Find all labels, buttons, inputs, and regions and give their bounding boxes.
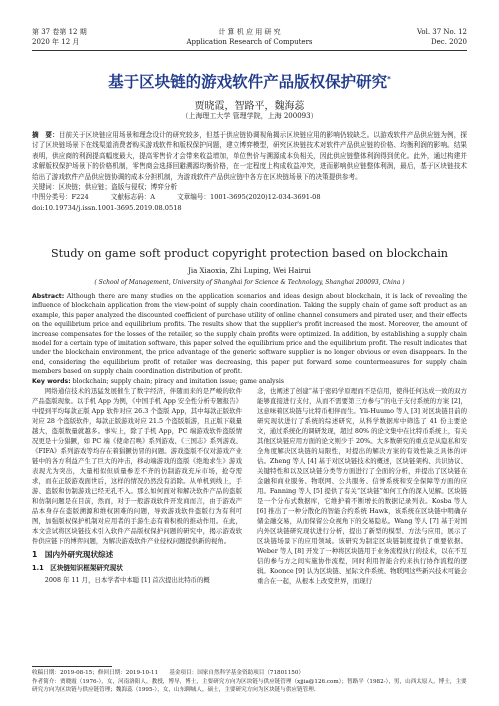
- article-id: 文章编号：1001-3695(2020)12-034-3691-08: [177, 193, 321, 202]
- abstract-zh-label: 摘 要：: [32, 131, 59, 139]
- classification-row: [32, 192, 467, 202]
- title-zh-text: 基于区块链的游戏软件产品版权保护研究: [108, 73, 388, 91]
- abstract-en: [32, 292, 467, 386]
- section-heading-1: 1 国内外研究现状综述: [32, 550, 114, 559]
- header-rule: [32, 50, 467, 51]
- body-columns: [32, 386, 467, 654]
- body-column-left: [32, 386, 242, 585]
- header-journal: 计 算 机 应 用 研 究 Application Research of Computers: [186, 28, 313, 46]
- doi: doi:10.19734/j.issn.1001-3695.2019.08.0518: [32, 203, 182, 212]
- section-heading-1-1: 1.1 区块链知识框架研究现状: [32, 564, 123, 572]
- authors-en: Jia Xiaoxia, Zhi Luping, Wei Hairui: [188, 267, 311, 275]
- intro-paragraph: 网络通信技术的迅猛发展催生了数字经济，伴随而来的是严峻的软件产品盗版现象。以手机 App 为例，《中国手机 App 安全性分析专题报告》中提到平均每款正版 App 软件对应 26.3 个盗版 App，其中每款正版软件对应 28 个盗版软件，每款正版游戏对应 21.5 个盗版版游，且正版下载量越大，盗版数量就越多。事实上，除了手机 App，PC 端游戏软件盗版情况更是十分猖獗，如 PC 端《使命召唤》系列游戏、《三国志》系列游戏、《FIFA》系列游戏等均存在着猖獗仿冒的问题。游戏盗版不仅对游戏产业链中的各方利益产生了巨大的冲击，移动端游戏的盗版《绝地求生》游戏表现尤为突出，大量相似但质量参差不齐的仿制游戏充斥市场，抢夺需求，而在正版游戏面世后，这样的情况仍然没有消除。从单机到线上，手游、盗版和仿制游戏已经无孔不入。那么如何面对和解决软件产品的盗版和仿制问题是在目前，然而，对于一般游戏软件开发商而言，由于游戏产品本身存在盗版溯源和维权困难的问题，导致游戏软件盗版行为有利可图，加强版权保护机制对应用者的手游生态有着积极的推动作用。在此，本文尝试将区块链技术引入软件产品版权保护问题的研究中，揭示游戏软件供应链下的博弈问题，为解决游戏软件产业侵权问题提供新的视角。: [32, 387, 242, 545]
- document-code: 文献标志码：A: [110, 193, 156, 202]
- footnote-author-bio: 作者简介：贾晓霞（1976-），女，河南洛阳人，教授，博导，博士，主要研究方向为区块链与供应链管理（xjjia@126.com）；智路平（1982-），男，山西太原人，博士，主要研究方向为区块链与供应链管理；魏海蕊（1995-），女，山东聊城人，硕士，主要研究方向为区块链与供应链管理.: [32, 678, 467, 694]
- abstract-zh-text: 目前关于区块链应用场景和理念设计的研究较多，但基于供应链协调视角揭示区块链应用的影响仍较缺乏。以游戏软件产品供应链为例，探讨了区块链场景下在线渠道消费者购买游戏软件和版权保护问题，建立博弈模型，研究区块链技术对软件产品供应链的价格、均衡利润的影响。结果表明，供应商的利润提高幅度最大，提高零售价才会带来收益增加，单位售价与溯源成本负相关，因此供应链整体利润得到优化。此外，通过构建并求解版权保护场景下的价格机制，零售商会选择回避溯源均衡价格，在一定程度上构成收益冲突，进而影响供应链整体利润，最后，基于区块链技术给出了游戏软件产品供应链协调的成本分担机制，为游戏软件产品供应链中各方在区块链场景下的决策提供参考。: [32, 131, 468, 181]
- body-column-right: [257, 386, 467, 586]
- paper-title-zh: [32, 70, 467, 92]
- footnote-rule: [32, 666, 112, 667]
- clc-number: 中图分类号：F224: [32, 193, 89, 202]
- authors-zh: 贾晓霞，智路平，魏海蕊: [194, 101, 305, 112]
- affiliation-en: ( School of Management, University of Shanghai for Science & Technology, Shanghai 200093, China ): [94, 279, 405, 286]
- footnote-received: 收稿日期：2019-08-15；修回日期：2019-10-11 基金项目：国家自然科学基金资助项目（71801150）: [32, 670, 304, 676]
- paper-title-en: Study on game soft product copyright protection based on blockchain: [51, 247, 448, 260]
- abstract-en-label: Abstract:: [32, 293, 65, 300]
- header-volume: Vol. 37 No. 12 Dec. 2020: [416, 28, 467, 46]
- footnote: [32, 669, 467, 695]
- abstract-en-text: Although there are many studies on the application scenarios and ideas design about blockchain, it is lack of revealing the influence of blockchain application from the view-point of supply chain coordination. Taking the supply chain of game soft product as an example, this paper analyzed the discounted coefficient of purchase utility of online channel consumers and pirated user, and their effects on the equilibrium price and equilibrium profits. The results show that the supplier's profit increased the most. Moreover, the amount of increase compensates for the losses of the retailer, so the supply chain profits were optimized. In addition, by establishing a supply chain model for a certain type of imitation software, this paper solved the equilibrium price and the equilibrium profit. The result indicates that under the blockchain environment, the price advantage of the generic software supplier is no longer obvious or even disappears. In the end, considering the equilibrium profit of retailer was decreasing, this paper put forward some countermeasures for supply chain members based on supply chain coordination distribution of profit.: [32, 293, 467, 376]
- keywords-zh: 关键词：区块链；供应链；盗版与侵权；博弈分析: [32, 183, 178, 192]
- section-1-1-paragraph: 2008 年 11 月，日本学者中本聪 [1] 首次提出比特币的概: [44, 576, 210, 584]
- literature-paragraph: 念，也阐述了创建“基于密码学原理而不是信用，使得任何达成一致的双方能够直接进行支付，从而不需要第三方参与”的电子支付系统的方案 [2]，这意味着区块链与比特币相伴而生。Yli-Huumo 等人 [3] 对区块链目前的研究现状进行了系统的综述研究，从科学数据库中筛选了 41 份主要论文，通过系统化的调研发现，超过 80% 的论文集中在比特币系统上，有关其他区块链应用方面的论文则少于 20%。大多数研究的重点是从隐私和安全角度解决区块链的局限性，对提出的解决方案的有效性缺乏具体的评估。Zheng 等人 [4] 基于对区块链技术的概述，区块链架构、共识协议、关键特性和以及区块链分类等方面进行了全面的分析，并提出了区块链在金融和商业服务、物联网、公共服务、信誉系统和安全保障等方面的应用。Fanning 等人 [5] 提供了有关“区块链”如何工作的深入见解。区块链是一个分布式数据库，它维护着不断增长的数据记录列表。Kosba 等人 [6] 推出了一种分散化的智能合约系统 Hawk，该系统在区块链中明确存储金融交易，从而保留公众视角下的交易隐私。Wang 等人 [7] 基于对国内外区块链研究现状进行分析，提出了新型的模型、方法与应用，展示了区块链场景下的应用领域。该研究为制定区块链制度提供了重要依据。Weber 等人 [8] 开发了一种将区块链用于业务流程执行的技术，以在不互信的参与方之间实施协作流程，同时利用智能合约来执行协作流程的逻辑。Koonce [9] 认为区块链、星际文件系统、物联网这些新兴技术可能会重合在一起，从根本上改变世界，而现行: [257, 387, 467, 585]
- abstract-zh: [32, 130, 467, 213]
- header-issue: 第 37 卷第 12 期 2020 年 12 月: [32, 28, 87, 46]
- keywords-en-label: Key words:: [32, 377, 71, 385]
- title-footnote-mark: *: [387, 74, 391, 83]
- affiliation-zh: （上海理工大学 管理学院，上海 200093）: [181, 112, 318, 120]
- running-header: [32, 27, 467, 49]
- keywords-en-text: blockchain; supply chain; piracy and imitation issue; game analysis: [72, 377, 284, 385]
